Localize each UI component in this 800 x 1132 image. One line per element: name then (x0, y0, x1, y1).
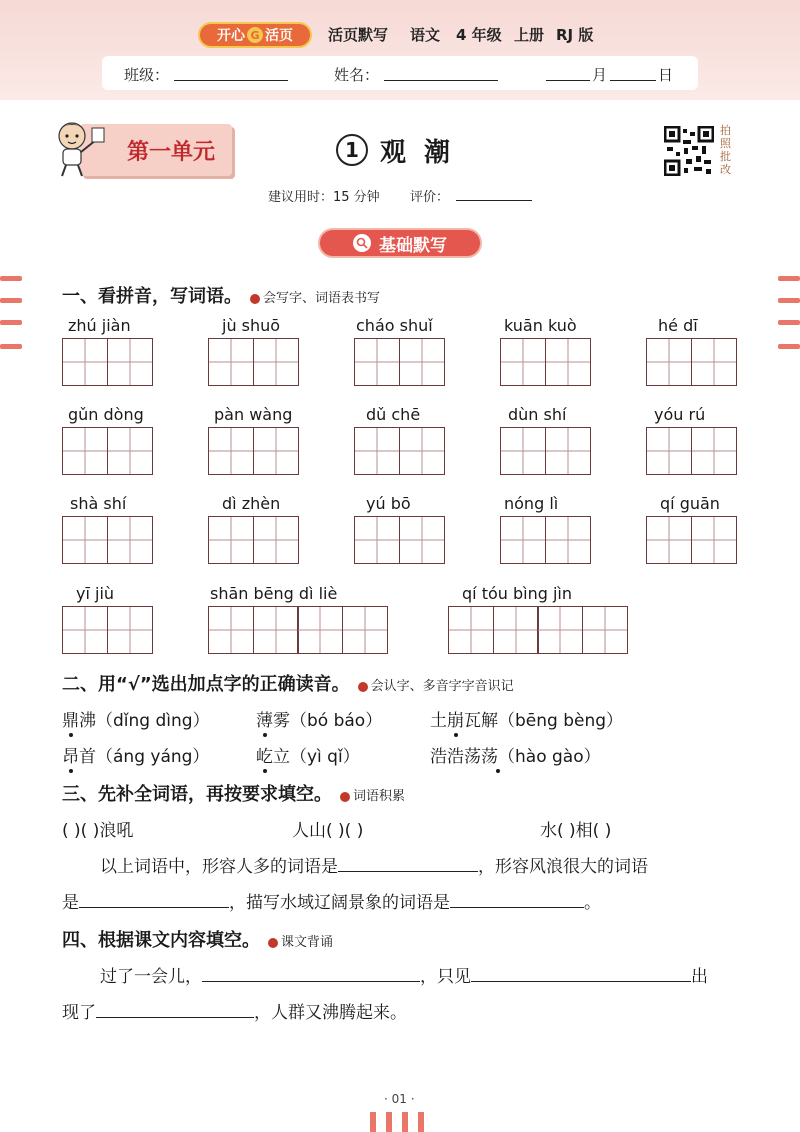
pinyin: nóng lì (504, 494, 559, 513)
q2-dotted-char: 薄 (256, 711, 273, 731)
q3-text: ，形容风浪很大的词语 (478, 857, 648, 877)
side-stripe (0, 298, 22, 303)
grid-cell[interactable] (646, 338, 692, 386)
q4-text: 现了 (62, 1003, 96, 1023)
q2-title (62, 670, 514, 696)
target-icon (250, 294, 260, 304)
footer-bar (418, 1112, 424, 1132)
grid-cell[interactable] (342, 606, 388, 654)
qr-label: 拍照批改 (720, 124, 731, 176)
grid-cell[interactable] (107, 516, 153, 564)
q4-title-text: 四、根据课文内容填空。 (62, 930, 260, 951)
pinyin: shà shí (70, 494, 127, 513)
q2-title-text: 二、用“√”选出加点字的正确读音。 (62, 674, 350, 695)
pinyin: hé dī (658, 316, 698, 335)
q2-options[interactable]: （áng yáng） (96, 747, 210, 767)
q4-tag (268, 935, 333, 950)
writing-grid[interactable] (62, 427, 151, 475)
q2-tag-text: 会认字、多音字字音识记 (370, 679, 514, 694)
q2-options[interactable]: （dǐng dìng） (96, 711, 210, 731)
side-stripe (0, 320, 22, 325)
q2-post: 沸 (79, 711, 96, 731)
grid-cell[interactable] (107, 338, 153, 386)
grid-cell[interactable] (646, 516, 692, 564)
side-stripe (0, 276, 22, 281)
grid-cell[interactable] (208, 338, 254, 386)
side-stripe (778, 298, 800, 303)
grid-cell[interactable] (253, 427, 299, 475)
footer-bar (370, 1112, 376, 1132)
writing-grid[interactable] (62, 516, 151, 564)
q2-options[interactable]: （yì qǐ） (290, 747, 360, 767)
q2-pre: 浩浩荡荡 (430, 747, 498, 767)
writing-grid[interactable] (500, 427, 589, 475)
q4-sentence-2 (62, 998, 407, 1023)
grid-cell[interactable] (646, 427, 692, 475)
grid-cell[interactable] (537, 606, 583, 654)
q4-tag-text: 课文背诵 (281, 935, 334, 950)
q3-phrase[interactable]: 水( )相( ) (540, 821, 612, 841)
answer-blank[interactable] (96, 1003, 254, 1018)
writing-grid[interactable] (646, 338, 735, 386)
pinyin: jù shuō (222, 316, 281, 335)
grid-cell[interactable] (691, 516, 737, 564)
grid-cell[interactable] (62, 427, 108, 475)
day-label: 日 (658, 66, 674, 84)
grid-cell[interactable] (354, 427, 400, 475)
q2-item (256, 706, 382, 731)
writing-grid[interactable] (500, 516, 589, 564)
pinyin: gǔn dòng (68, 405, 144, 424)
pinyin: yóu rú (654, 405, 706, 424)
answer-blank[interactable] (338, 857, 478, 872)
writing-grid[interactable] (448, 606, 626, 654)
q2-post: 雾 (273, 711, 290, 731)
grid-cell[interactable] (208, 427, 254, 475)
month-label: 月 (592, 66, 608, 84)
grid-cell[interactable] (354, 516, 400, 564)
q3-title-text: 三、先补全词语，再按要求填空。 (62, 784, 332, 805)
q2-post: 立 (273, 747, 290, 767)
pinyin: dǔ chē (366, 405, 421, 424)
page-number: · 01 · (384, 1092, 415, 1106)
grid-cell[interactable] (62, 606, 108, 654)
grid-cell[interactable] (354, 338, 400, 386)
q4-sentence-1 (100, 962, 708, 987)
section-banner (318, 228, 482, 258)
grid-cell[interactable] (107, 427, 153, 475)
day-field[interactable] (610, 80, 656, 81)
month-field[interactable] (546, 80, 590, 81)
q4-title (62, 926, 333, 952)
footer-bar (386, 1112, 392, 1132)
brand-text-1: 开心 (217, 28, 245, 44)
pinyin: qí guān (660, 494, 720, 513)
name-field[interactable] (384, 80, 498, 81)
q2-options[interactable]: （bó báo） (290, 711, 383, 731)
magnifier-icon (353, 234, 371, 252)
grid-cell[interactable] (208, 606, 254, 654)
unit-label: 第一单元 (126, 139, 215, 165)
writing-grid[interactable] (62, 338, 151, 386)
grid-cell[interactable] (448, 606, 494, 654)
q4-text: 过了一会儿， (100, 967, 202, 987)
q3-tag-text: 词语积累 (353, 789, 406, 804)
grid-cell[interactable] (253, 606, 299, 654)
class-label: 班级： (124, 66, 170, 84)
q1-title (62, 282, 380, 308)
evaluation-field[interactable] (456, 200, 532, 201)
grid-cell[interactable] (62, 338, 108, 386)
name-label: 姓名： (334, 66, 380, 84)
q4-text: ，人群又沸腾起来。 (254, 1003, 407, 1023)
grid-cell[interactable] (545, 516, 591, 564)
q2-item (430, 742, 601, 767)
edition-label: RJ 版 (556, 26, 594, 44)
class-field[interactable] (174, 80, 288, 81)
q3-text: 以上词语中，形容人多的词语是 (100, 857, 338, 877)
grid-cell[interactable] (62, 516, 108, 564)
grid-cell[interactable] (208, 516, 254, 564)
section-title: 基础默写 (379, 235, 447, 256)
grid-cell[interactable] (399, 516, 445, 564)
q2-options[interactable]: （bēng bèng） (498, 711, 624, 731)
answer-blank[interactable] (79, 893, 229, 908)
q2-dotted-char: 屹 (256, 747, 273, 767)
q2-pre: 土 (430, 711, 447, 731)
writing-grid[interactable] (500, 338, 589, 386)
grid-cell[interactable] (253, 338, 299, 386)
q2-item (62, 706, 210, 731)
writing-grid[interactable] (354, 516, 443, 564)
writing-grid[interactable] (208, 427, 297, 475)
brand-emblem-icon: G (247, 27, 263, 43)
q3-text: 。 (584, 893, 601, 913)
writing-grid[interactable] (354, 338, 443, 386)
writing-grid[interactable] (354, 427, 443, 475)
grid-cell[interactable] (107, 606, 153, 654)
student-info-bar (102, 56, 698, 90)
pinyin: qí tóu bìng jìn (462, 584, 572, 603)
target-icon (340, 792, 350, 802)
grid-cell[interactable] (297, 606, 343, 654)
pinyin: yī jiù (76, 584, 115, 603)
q1-tag (250, 291, 380, 306)
writing-grid[interactable] (208, 338, 297, 386)
footer-bar (402, 1112, 408, 1132)
evaluation-label: 评价： (410, 190, 450, 205)
q4-text: ，只见 (420, 967, 471, 987)
q3-text: 是 (62, 893, 79, 913)
writing-grid[interactable] (208, 516, 297, 564)
grid-cell[interactable] (500, 338, 546, 386)
grid-cell[interactable] (493, 606, 539, 654)
q2-options[interactable]: （hào gào） (498, 747, 601, 767)
q2-item (430, 706, 623, 731)
q3-phrase[interactable]: 人山( )( ) (292, 821, 364, 841)
q2-post: 瓦解 (464, 711, 498, 731)
writing-grid[interactable] (62, 606, 151, 654)
q3-title (62, 780, 405, 806)
writing-grid[interactable] (646, 427, 735, 475)
grid-cell[interactable] (253, 516, 299, 564)
brand-text-2: 活页 (265, 28, 293, 44)
grid-cell[interactable] (691, 427, 737, 475)
q2-dotted-char: 崩 (447, 711, 464, 731)
grid-cell[interactable] (582, 606, 628, 654)
writing-grid[interactable] (646, 516, 735, 564)
pinyin: dì zhèn (222, 494, 281, 513)
subject-label: 语文 (410, 26, 441, 44)
q3-sentence-1 (100, 852, 648, 877)
pinyin: shān bēng dì liè (210, 584, 338, 603)
lesson-number-badge: 1 (336, 134, 368, 166)
q2-item (256, 742, 360, 767)
pinyin: kuān kuò (504, 316, 577, 335)
pinyin: yú bō (366, 494, 411, 513)
side-stripe (778, 344, 800, 349)
side-stripe (778, 320, 800, 325)
q2-dotted-char: 昂 (62, 747, 79, 767)
grid-cell[interactable] (545, 338, 591, 386)
grid-cell[interactable] (399, 427, 445, 475)
q2-post: 首 (79, 747, 96, 767)
grid-cell[interactable] (545, 427, 591, 475)
term-label: 上册 (514, 26, 545, 44)
target-icon (268, 938, 278, 948)
q1-title-text: 一、看拼音，写词语。 (62, 286, 242, 307)
suggested-time: 建议用时：15 分钟 (268, 190, 380, 205)
grid-cell[interactable] (399, 338, 445, 386)
pinyin: pàn wàng (214, 405, 293, 424)
answer-blank[interactable] (450, 893, 584, 908)
brand-logo (198, 22, 312, 48)
target-icon (358, 682, 368, 692)
pinyin: zhú jiàn (68, 316, 131, 335)
q3-phrase[interactable]: ( )( )浪吼 (62, 821, 134, 841)
answer-blank[interactable] (471, 967, 691, 982)
grid-cell[interactable] (500, 427, 546, 475)
q2-tag (358, 679, 514, 694)
lesson-title: 观潮 (380, 138, 469, 168)
q4-text: 出 (691, 967, 708, 987)
q3-sentence-2 (62, 888, 601, 913)
side-stripe (0, 344, 22, 349)
q1-tag-text: 会写字、词语表书写 (263, 291, 381, 306)
writing-grid[interactable] (208, 606, 386, 654)
series-label: 活页默写 (328, 26, 389, 44)
pinyin: dùn shí (508, 405, 567, 424)
grid-cell[interactable] (500, 516, 546, 564)
side-stripe (778, 276, 800, 281)
q3-tag (340, 789, 405, 804)
q3-text: ，描写水域辽阔景象的词语是 (229, 893, 450, 913)
grid-cell[interactable] (691, 338, 737, 386)
answer-blank[interactable] (202, 967, 420, 982)
pinyin: cháo shuǐ (356, 316, 433, 335)
grade-label: 4 年级 (456, 26, 502, 44)
mascot-boy-icon (48, 116, 110, 180)
q2-item (62, 742, 209, 767)
qr-code-icon[interactable] (664, 126, 714, 176)
q2-dotted-char: 鼎 (62, 711, 79, 731)
